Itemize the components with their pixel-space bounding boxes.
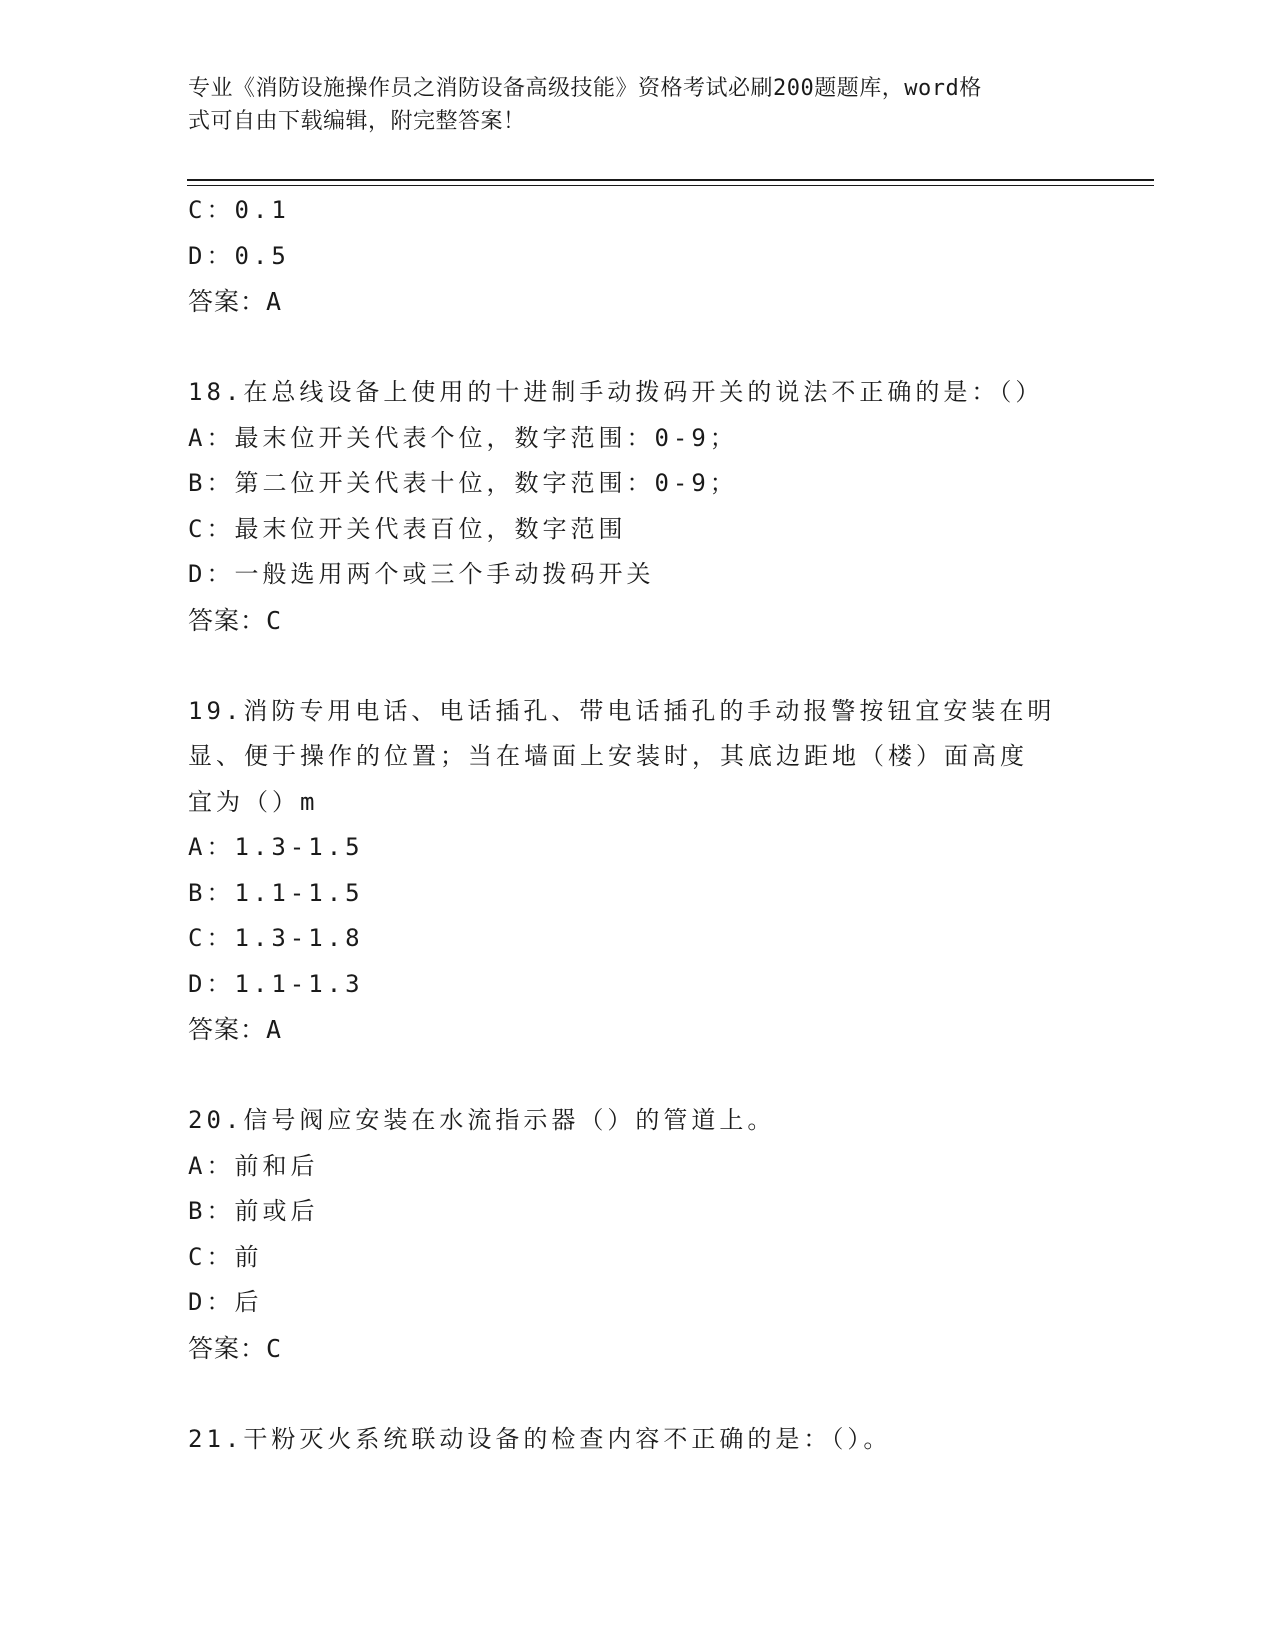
answer-line: 答案：A [188, 287, 283, 316]
option-d: D：1.1-1.3 [188, 969, 364, 998]
header-line-1: 专业《消防设施操作员之消防设备高级技能》资格考试必刷200题题库，word格 [188, 76, 982, 101]
question-17-tail [188, 188, 1088, 325]
spacer [188, 1053, 1088, 1099]
option-c: C：最末位开关代表百位，数字范围 [188, 514, 627, 543]
question-stem: 20.信号阀应安装在水流指示器（）的管道上。 [188, 1106, 776, 1134]
question-stem-line-3: 宜为（）m [188, 787, 319, 816]
header-divider-thick [187, 179, 1154, 181]
spacer [188, 1371, 1088, 1417]
option-a: A：1.3-1.5 [188, 833, 364, 861]
spacer [188, 643, 1088, 689]
option-b: B：1.1-1.5 [188, 878, 364, 907]
page-header [188, 72, 1088, 138]
question-stem: 18.在总线设备上使用的十进制手动拨码开关的说法不正确的是：（） [188, 378, 1044, 406]
answer-line: 答案：C [188, 605, 283, 635]
option-d: D：一般选用两个或三个手动拨码开关 [188, 560, 655, 588]
question-18 [188, 370, 1088, 643]
question-20 [188, 1098, 1088, 1371]
option-b: B：前或后 [188, 1197, 319, 1225]
question-stem-line-2: 显、便于操作的位置；当在墙面上安装时，其底边距地（楼）面高度 [188, 742, 1028, 770]
option-a: A：最末位开关代表个位，数字范围：0-9； [188, 423, 738, 452]
question-list [188, 188, 1088, 1462]
answer-line: 答案：A [188, 1015, 283, 1044]
answer-line: 答案：C [188, 1333, 283, 1363]
question-21 [188, 1417, 1088, 1463]
option-c: C：0.1 [188, 196, 290, 224]
option-a: A：前和后 [188, 1151, 319, 1180]
question-19 [188, 689, 1088, 1053]
option-b: B：第二位开关代表十位，数字范围：0-9； [188, 469, 738, 497]
option-c: C：前 [188, 1242, 263, 1271]
spacer [188, 325, 1088, 371]
header-line-2: 式可自由下载编辑，附完整答案！ [188, 109, 526, 134]
option-d: D：0.5 [188, 241, 290, 270]
option-c: C：1.3-1.8 [188, 924, 364, 952]
question-stem-line-1: 19.消防专用电话、电话插孔、带电话插孔的手动报警按钮宜安装在明 [188, 696, 1056, 725]
header-divider-thin [187, 185, 1154, 186]
option-d: D：后 [188, 1288, 263, 1316]
question-stem: 21.干粉灭火系统联动设备的检查内容不正确的是：（）。 [188, 1424, 892, 1453]
